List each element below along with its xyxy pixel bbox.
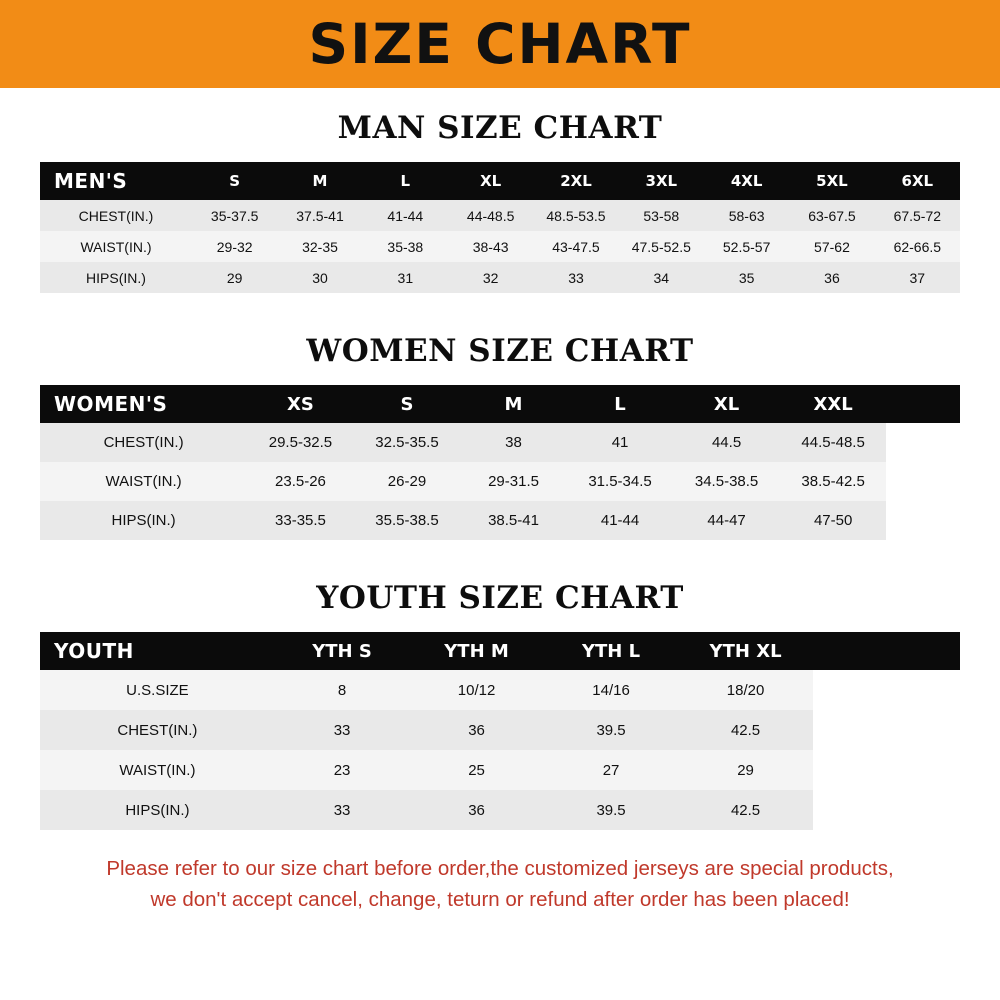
man-row-0-label: CHEST(IN.) — [78, 207, 154, 224]
man-cell-1-7: 57-62 — [814, 238, 850, 255]
man-cell-2-4: 33 — [568, 269, 584, 286]
women-cell-1-1: 26-29 — [387, 473, 427, 490]
man-col-8: 6XL — [901, 172, 934, 190]
women-col-5: XXL — [813, 393, 853, 415]
man-header-corner: MEN'S — [54, 169, 128, 193]
man-cell-0-4: 48.5-53.5 — [546, 207, 606, 224]
man-cell-2-8: 37 — [909, 269, 926, 286]
youth-row-1-label: CHEST(IN.) — [117, 721, 198, 739]
youth-size-table — [40, 632, 960, 830]
youth-cell-0-3: 18/20 — [726, 681, 765, 699]
table-header-row — [40, 162, 960, 200]
women-cell-1-5: 38.5-42.5 — [801, 473, 865, 490]
table-row — [40, 501, 960, 540]
women-cell-0-5: 44.5-48.5 — [801, 434, 865, 451]
youth-cell-1-3: 42.5 — [730, 721, 761, 739]
women-cell-2-3: 41-44 — [600, 512, 640, 529]
women-col-1: S — [400, 393, 414, 415]
youth-col-3: YTH XL — [709, 640, 782, 662]
man-cell-1-4: 43-47.5 — [552, 238, 600, 255]
youth-row-2-label: WAIST(IN.) — [119, 761, 196, 779]
man-col-7: 5XL — [816, 172, 848, 190]
women-cell-1-0: 23.5-26 — [275, 473, 326, 490]
page-title: SIZE CHART — [308, 11, 692, 76]
youth-table-head — [40, 632, 960, 670]
women-cell-1-3: 31.5-34.5 — [588, 473, 652, 490]
women-col-3: L — [614, 393, 626, 415]
man-section-title: MAN SIZE CHART — [337, 110, 663, 146]
women-row-0-label: CHEST(IN.) — [103, 434, 184, 451]
man-cell-2-6: 35 — [738, 269, 755, 286]
youth-cell-2-0: 23 — [333, 761, 351, 779]
table-row — [40, 670, 960, 710]
women-cell-0-1: 32.5-35.5 — [375, 434, 439, 451]
women-header-pad — [886, 385, 960, 423]
youth-col-1: YTH M — [444, 640, 509, 662]
man-col-4: 2XL — [560, 172, 592, 190]
man-cell-0-7: 63-67.5 — [808, 207, 856, 224]
youth-cell-3-0: 33 — [333, 801, 351, 819]
youth-row-1-pad — [813, 710, 960, 750]
man-cell-2-7: 36 — [824, 269, 840, 286]
table-header-row — [40, 632, 960, 670]
page-banner — [0, 0, 1000, 88]
women-cell-2-4: 44-47 — [707, 512, 746, 529]
youth-section-title: YOUTH SIZE CHART — [316, 580, 684, 616]
man-table-body — [40, 200, 960, 293]
women-row-1-pad — [886, 462, 960, 501]
man-row-1-label: WAIST(IN.) — [80, 238, 152, 255]
man-cell-0-8: 67.5-72 — [893, 207, 942, 224]
man-cell-0-5: 53-58 — [643, 207, 680, 224]
man-col-6: 4XL — [730, 172, 763, 190]
women-cell-0-4: 44.5 — [711, 434, 742, 451]
women-col-2: M — [504, 393, 523, 415]
man-col-1: M — [312, 172, 328, 190]
youth-cell-3-1: 36 — [468, 801, 485, 819]
man-cell-1-0: 29-32 — [216, 238, 253, 255]
man-cell-2-2: 31 — [397, 269, 414, 286]
man-cell-1-3: 38-43 — [472, 238, 509, 255]
women-col-4: XL — [713, 393, 740, 415]
women-table-wrap — [0, 385, 1000, 540]
women-cell-0-2: 38 — [505, 434, 522, 451]
youth-cell-3-3: 42.5 — [730, 801, 761, 819]
man-cell-1-5: 47.5-52.5 — [631, 238, 691, 255]
youth-cell-2-2: 27 — [602, 761, 620, 779]
youth-cell-1-0: 33 — [333, 721, 351, 739]
man-cell-1-6: 52.5-57 — [722, 238, 771, 255]
women-cell-0-0: 29.5-32.5 — [268, 434, 333, 451]
women-row-2-pad — [886, 501, 960, 540]
women-table-head — [40, 385, 960, 423]
women-header-corner: WOMEN'S — [54, 392, 168, 416]
man-cell-2-1: 30 — [312, 269, 328, 286]
man-cell-1-8: 62-66.5 — [893, 238, 942, 255]
youth-table-body — [40, 670, 960, 830]
table-row — [40, 262, 960, 293]
youth-row-3-label: HIPS(IN.) — [125, 801, 190, 819]
women-table-body — [40, 423, 960, 540]
man-table-head — [40, 162, 960, 200]
youth-cell-1-1: 36 — [468, 721, 485, 739]
man-table-wrap — [0, 162, 1000, 293]
women-cell-2-2: 38.5-41 — [488, 512, 539, 529]
table-header-row — [40, 385, 960, 423]
man-cell-0-3: 44-48.5 — [466, 207, 515, 224]
man-col-0: S — [229, 172, 241, 190]
note-line-2: we don't accept cancel, change, teturn or refund after order has been placed! — [150, 887, 850, 911]
man-cell-0-1: 37.5-41 — [296, 207, 344, 224]
women-cell-2-0: 33-35.5 — [275, 512, 326, 529]
youth-row-2-pad — [813, 750, 960, 790]
table-row — [40, 231, 960, 262]
youth-cell-0-1: 10/12 — [457, 681, 496, 699]
women-cell-1-4: 34.5-38.5 — [694, 473, 759, 490]
table-row — [40, 790, 960, 830]
man-cell-0-0: 35-37.5 — [210, 207, 259, 224]
women-cell-1-2: 29-31.5 — [488, 473, 539, 490]
table-row — [40, 462, 960, 501]
women-row-0-pad — [886, 423, 960, 462]
man-col-3: XL — [480, 172, 502, 190]
youth-cell-3-2: 39.5 — [596, 801, 626, 819]
man-cell-0-2: 41-44 — [387, 207, 424, 224]
note-line-1: Please refer to our size chart before order,the customized jerseys are special products, — [106, 857, 894, 880]
man-cell-1-2: 35-38 — [387, 238, 424, 255]
youth-cell-0-2: 14/16 — [592, 681, 630, 699]
women-cell-2-1: 35.5-38.5 — [375, 512, 439, 529]
women-section-title: WOMEN SIZE CHART — [306, 333, 694, 369]
youth-cell-2-1: 25 — [468, 761, 485, 779]
youth-col-2: YTH L — [581, 640, 641, 662]
man-row-2-label: HIPS(IN.) — [86, 269, 146, 286]
table-row — [40, 200, 960, 231]
youth-row-3-pad — [813, 790, 960, 830]
women-col-0: XS — [287, 393, 314, 415]
man-size-table — [40, 162, 960, 293]
women-cell-0-3: 41 — [611, 434, 629, 451]
man-col-2: L — [400, 172, 411, 190]
youth-header-corner: YOUTH — [54, 639, 134, 663]
women-cell-2-5: 47-50 — [813, 512, 853, 529]
youth-table-wrap — [0, 632, 1000, 830]
table-row — [40, 750, 960, 790]
man-cell-2-0: 29 — [226, 269, 243, 286]
table-row — [40, 423, 960, 462]
order-policy-note — [0, 854, 1000, 916]
youth-cell-0-0: 8 — [337, 681, 347, 699]
youth-cell-2-3: 29 — [737, 761, 754, 779]
man-cell-1-1: 32-35 — [302, 238, 338, 255]
table-row — [40, 710, 960, 750]
women-size-table — [40, 385, 960, 540]
man-cell-0-6: 58-63 — [728, 207, 765, 224]
man-col-5: 3XL — [645, 172, 678, 190]
youth-cell-1-2: 39.5 — [596, 721, 626, 739]
youth-row-0-label: U.S.SIZE — [126, 681, 189, 699]
youth-row-0-pad — [813, 670, 960, 710]
women-row-2-label: HIPS(IN.) — [111, 512, 176, 529]
man-cell-2-5: 34 — [653, 269, 670, 286]
youth-col-0: YTH S — [312, 640, 372, 662]
women-row-1-label: WAIST(IN.) — [105, 473, 182, 490]
youth-header-pad — [813, 632, 960, 670]
man-cell-2-3: 32 — [482, 269, 499, 286]
